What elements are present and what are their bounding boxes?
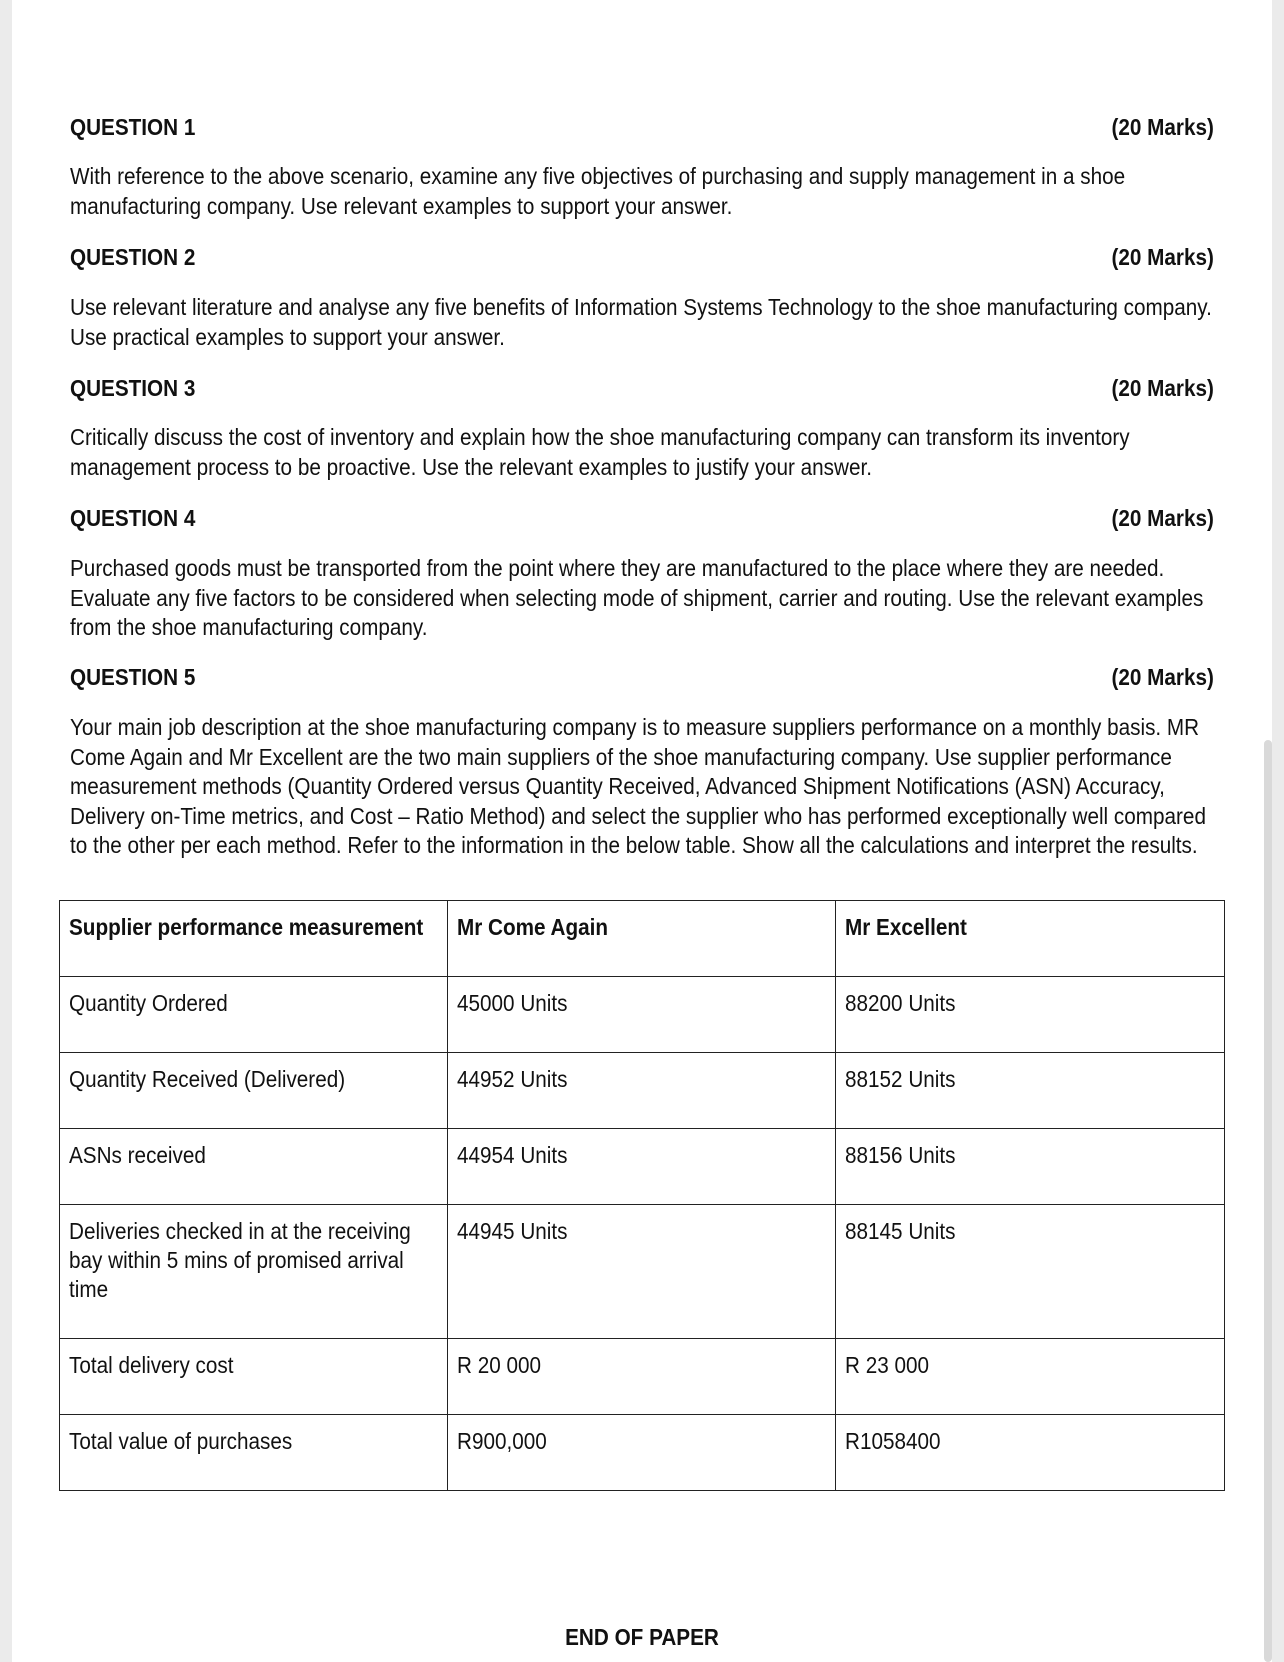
end-of-paper: END OF PAPER (565, 1624, 719, 1650)
table-header-cell: Supplier performance measurement (60, 901, 448, 977)
question-3-title: QUESTION 3 (70, 375, 196, 401)
table-cell: 45000 Units (448, 977, 836, 1053)
table-row (60, 1129, 1225, 1205)
table-cell: 88145 Units (836, 1205, 1225, 1339)
table-cell: R 23 000 (836, 1339, 1225, 1415)
question-4-text: Purchased goods must be transported from the point where they are manufactured to the place where they are needed. Evaluate any five factors to be considered when selecting mode of shipment, carrier and routing. Use the relevant examples from the shoe manufacturing company. (70, 555, 1204, 640)
question-5-text: Your main job description at the shoe manufacturing company is to measure suppliers performance on a monthly basis. MR Come Again and Mr Excellent are the two main suppliers of the shoe manufacturing company. Use supplier performance measurement methods (Quantity Ordered versus Quantity Received, Advanced Shipment Notifications (ASN) Accuracy, Delivery on-Time metrics, and Cost – Ratio Method) and select the supplier who has performed exceptionally well compared to the other per each method. Refer to the information in the below table. Show all the calculations and interpret the results. (70, 714, 1206, 858)
table-cell: 88152 Units (836, 1053, 1225, 1129)
supplier-performance-table (59, 900, 1225, 1491)
question-2-header (70, 243, 1214, 271)
question-5-title: QUESTION 5 (70, 664, 196, 690)
question-5-header (70, 663, 1214, 691)
question-3-marks: (20 Marks) (1111, 375, 1214, 401)
question-5-marks: (20 Marks) (1111, 664, 1214, 690)
question-3-text: Critically discuss the cost of inventory and explain how the shoe manufacturing company can transform its inventory management process to be proactive. Use the relevant examples to justify your answer. (70, 424, 1130, 480)
question-2-marks: (20 Marks) (1111, 244, 1214, 270)
question-3-header (70, 374, 1214, 402)
table-cell: Quantity Ordered (60, 977, 448, 1053)
table-row (60, 1205, 1225, 1339)
table-cell: R 20 000 (448, 1339, 836, 1415)
table-header-cell: Mr Excellent (836, 901, 1225, 977)
table-cell: R1058400 (836, 1415, 1225, 1491)
question-2-text: Use relevant literature and analyse any five benefits of Information Systems Technology to the shoe manufacturing company. Use practical examples to support your answer. (70, 294, 1212, 350)
table-cell: Total delivery cost (60, 1339, 448, 1415)
table-cell: Total value of purchases (60, 1415, 448, 1491)
table-cell: R900,000 (448, 1415, 836, 1491)
question-4-header (70, 504, 1214, 532)
table-row (60, 1415, 1225, 1491)
question-1-title: QUESTION 1 (70, 114, 196, 140)
question-1-marks: (20 Marks) (1111, 114, 1214, 140)
table-header-cell: Mr Come Again (448, 901, 836, 977)
question-1-header (70, 113, 1214, 141)
table-cell: Deliveries checked in at the receiving bay within 5 mins of promised arrival time (60, 1205, 448, 1339)
question-2-title: QUESTION 2 (70, 244, 196, 270)
table-cell: 88200 Units (836, 977, 1225, 1053)
table-cell: 44952 Units (448, 1053, 836, 1129)
table-header-row (60, 901, 1225, 977)
table-row (60, 1339, 1225, 1415)
scrollbar[interactable] (1264, 740, 1272, 1662)
table-cell: 44954 Units (448, 1129, 836, 1205)
table-cell: Quantity Received (Delivered) (60, 1053, 448, 1129)
table-row (60, 977, 1225, 1053)
table-cell: 44945 Units (448, 1205, 836, 1339)
table-cell: ASNs received (60, 1129, 448, 1205)
question-4-title: QUESTION 4 (70, 505, 196, 531)
question-4-marks: (20 Marks) (1111, 505, 1214, 531)
table-cell: 88156 Units (836, 1129, 1225, 1205)
question-1-text: With reference to the above scenario, examine any five objectives of purchasing and supply management in a shoe manufacturing company. Use relevant examples to support your answer. (70, 163, 1126, 219)
table-row (60, 1053, 1225, 1129)
